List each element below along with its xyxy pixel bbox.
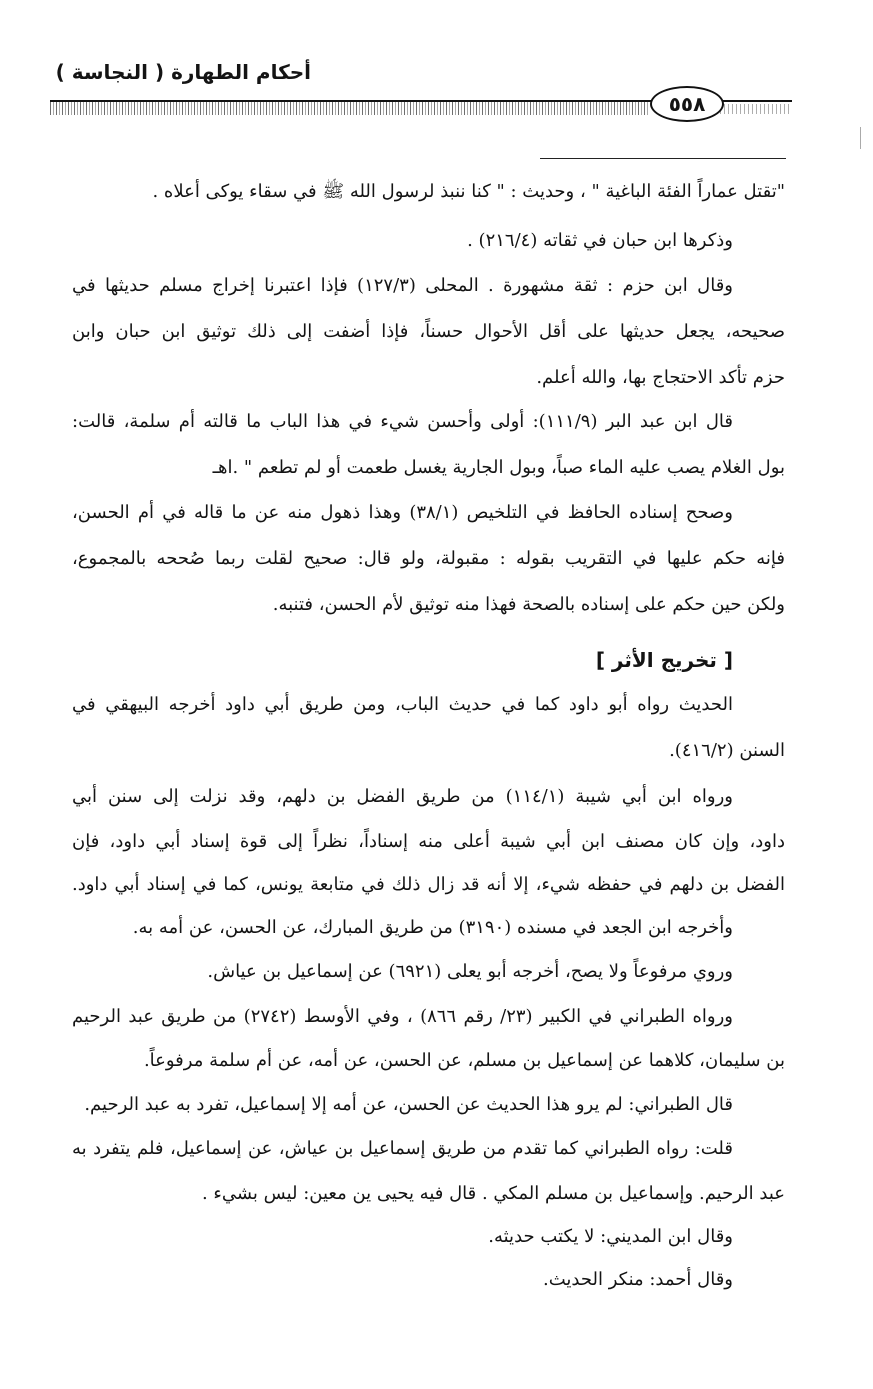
text-line: ورواه ابن أبي شيبة (١١٤/١) من طريق الفضل بن دلهم، وقد نزلت إلى سنن أبي — [72, 786, 733, 807]
running-header-title: أحكام الطهارة ( النجاسة ) — [55, 60, 311, 84]
section-heading: [ تخريج الأثر ] — [595, 648, 733, 672]
text-line: الحديث رواه أبو داود كما في حديث الباب، ومن طريق أبي داود أخرجه البيهقي في — [72, 694, 733, 715]
text-line: وأخرجه ابن الجعد في مسنده (٣١٩٠) من طريق المبارك، عن الحسن، عن أمه به. — [132, 917, 733, 938]
header-ornament-band-right — [720, 104, 790, 114]
text-line: ورواه الطبراني في الكبير (٢٣/ رقم ٨٦٦) ، وفي الأوسط (٢٧٤٢) من طريق عبد الرحيم — [72, 1006, 733, 1027]
text-line: السنن (٤١٦/٢). — [669, 740, 785, 761]
text-line: حزم تأكد الاحتجاج بها، والله أعلم. — [536, 367, 785, 388]
text-line: وقال ابن حزم : ثقة مشهورة . المحلى (١٢٧/٣) فإذا اعتبرنا إخراج مسلم حديثها في — [72, 275, 733, 296]
text-line: فإنه حكم عليها في التقريب بقوله : مقبولة، ولو قال: صحيح لقلت ربما صُححه بالمجموع، — [72, 548, 785, 569]
text-line: قال الطبراني: لم يرو هذا الحديث عن الحسن، عن أمه إلا إسماعيل، تفرد به عبد الرحيم. — [84, 1094, 733, 1115]
page-number: ٥٥٨ — [650, 86, 724, 122]
text-line: عبد الرحيم. وإسماعيل بن مسلم المكي . قال فيه يحيى ين معين: ليس بشيء . — [201, 1183, 785, 1204]
text-line: وروي مرفوعاً ولا يصح، أخرجه أبو يعلى (٦٩٢١) عن إسماعيل بن عياش. — [207, 961, 733, 982]
text-line: وقال أحمد: منكر الحديث. — [543, 1269, 733, 1290]
text-line: بن سليمان، كلاهما عن إسماعيل بن مسلم، عن الحسن، عن أمه، عن أم سلمة مرفوعاً. — [143, 1050, 785, 1071]
text-line: بول الغلام يصب عليه الماء صباً، وبول الجارية يغسل طعمت أو لم تطعم " .اهـ — [212, 457, 785, 478]
margin-mark — [860, 127, 861, 149]
text-line: قال ابن عبد البر (١١١/٩): أولى وأحسن شيء في هذا الباب ما قالته أم سلمة، قالت: — [72, 411, 733, 432]
text-line: ولكن حين حكم على إسناده بالصحة فهذا منه توثيق لأم الحسن، فتنبه. — [272, 594, 785, 615]
text-line: الفضل بن دلهم في حفظه شيء، إلا أنه قد زال ذلك في متابعة يونس، كما في إسناد أبي داود. — [72, 874, 785, 895]
text-line: صحيحه، يجعل حديثها على أقل الأحوال حسناً، فإذا أضفت إلى ذلك توثيق ابن حبان وابن — [72, 321, 785, 342]
header-ornament-band — [50, 101, 650, 115]
text-line: وذكرها ابن حبان في ثقاته (٢١٦/٤) . — [467, 230, 733, 251]
text-line: وصحح إسناده الحافظ في التلخيص (٣٨/١) وهذا ذهول منه عن ما قاله في أم الحسن، — [72, 502, 733, 523]
text-line: وقال ابن المديني: لا يكتب حديثه. — [488, 1226, 733, 1247]
separator-rule — [540, 158, 786, 159]
text-line: "تقتل عماراً الفئة الباغية " ، وحديث : " كنا ننبذ لرسول الله ﷺ في سقاء يوكى أعلاه . — [152, 181, 785, 202]
text-line: قلت: رواه الطبراني كما تقدم من طريق إسماعيل بن عياش، عن إسماعيل، فلم يتفرد به — [72, 1138, 733, 1159]
text-line: داود، وإن كان مصنف ابن أبي شيبة أعلى منه إسناداً، نظراً إلى قوة إسناد أبي داود، فإن — [72, 831, 785, 852]
